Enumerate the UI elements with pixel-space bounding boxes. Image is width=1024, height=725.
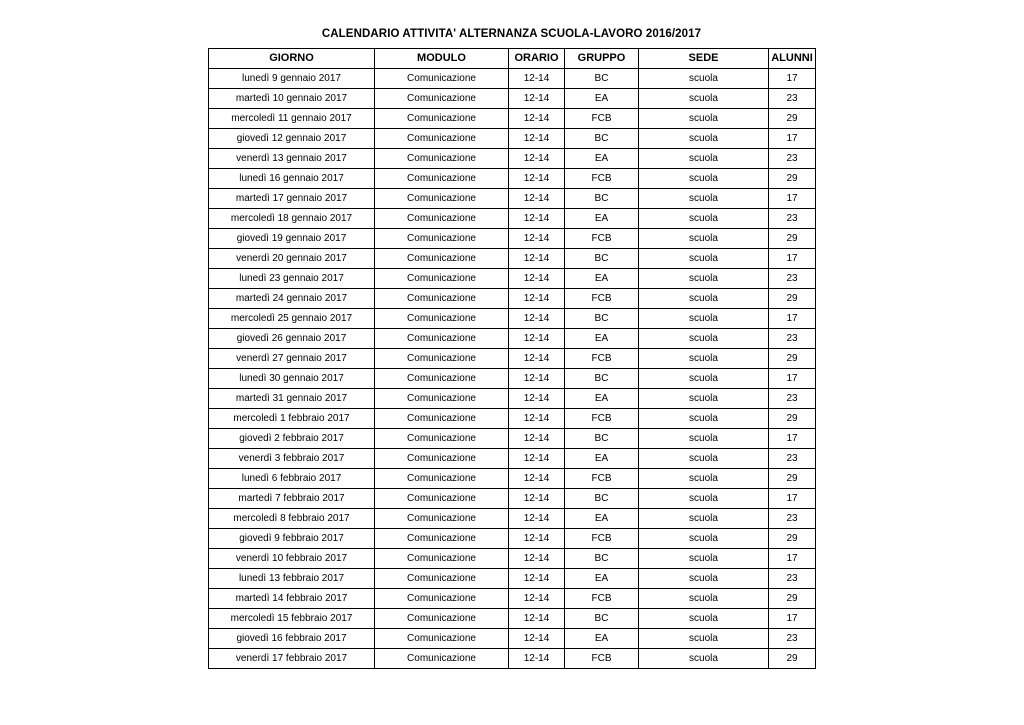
cell-sede: scuola — [639, 369, 769, 389]
cell-gruppo: FCB — [565, 589, 639, 609]
cell-alunni: 23 — [769, 269, 816, 289]
header-giorno: GIORNO — [209, 49, 375, 69]
cell-modulo: Comunicazione — [375, 649, 509, 669]
cell-orario: 12-14 — [509, 389, 565, 409]
table-row — [209, 289, 816, 309]
cell-gruppo: BC — [565, 249, 639, 269]
cell-giorno: mercoledì 15 febbraio 2017 — [209, 609, 375, 629]
table-header-row — [209, 49, 816, 69]
cell-orario: 12-14 — [509, 489, 565, 509]
cell-sede: scuola — [639, 129, 769, 149]
schedule-table — [208, 48, 816, 669]
cell-modulo: Comunicazione — [375, 169, 509, 189]
cell-alunni: 29 — [769, 109, 816, 129]
cell-giorno: giovedì 2 febbraio 2017 — [209, 429, 375, 449]
cell-alunni: 23 — [769, 569, 816, 589]
table-row — [209, 209, 816, 229]
cell-orario: 12-14 — [509, 289, 565, 309]
cell-modulo: Comunicazione — [375, 549, 509, 569]
cell-sede: scuola — [639, 569, 769, 589]
table-row — [209, 369, 816, 389]
table-row — [209, 329, 816, 349]
cell-modulo: Comunicazione — [375, 249, 509, 269]
cell-orario: 12-14 — [509, 149, 565, 169]
cell-orario: 12-14 — [509, 629, 565, 649]
cell-giorno: lunedì 16 gennaio 2017 — [209, 169, 375, 189]
cell-alunni: 23 — [769, 389, 816, 409]
cell-gruppo: BC — [565, 549, 639, 569]
cell-giorno: martedì 17 gennaio 2017 — [209, 189, 375, 209]
cell-sede: scuola — [639, 109, 769, 129]
table-row — [209, 389, 816, 409]
table-row — [209, 469, 816, 489]
cell-gruppo: BC — [565, 489, 639, 509]
cell-sede: scuola — [639, 189, 769, 209]
cell-sede: scuola — [639, 649, 769, 669]
cell-gruppo: FCB — [565, 229, 639, 249]
cell-giorno: venerdì 17 febbraio 2017 — [209, 649, 375, 669]
cell-sede: scuola — [639, 529, 769, 549]
cell-orario: 12-14 — [509, 169, 565, 189]
cell-modulo: Comunicazione — [375, 629, 509, 649]
cell-giorno: lunedì 6 febbraio 2017 — [209, 469, 375, 489]
cell-gruppo: EA — [565, 629, 639, 649]
cell-modulo: Comunicazione — [375, 69, 509, 89]
table-row — [209, 89, 816, 109]
cell-modulo: Comunicazione — [375, 329, 509, 349]
table-row — [209, 629, 816, 649]
cell-sede: scuola — [639, 229, 769, 249]
cell-orario: 12-14 — [509, 349, 565, 369]
cell-modulo: Comunicazione — [375, 429, 509, 449]
cell-orario: 12-14 — [509, 69, 565, 89]
table-row — [209, 169, 816, 189]
table-row — [209, 269, 816, 289]
cell-sede: scuola — [639, 169, 769, 189]
table-row — [209, 549, 816, 569]
cell-sede: scuola — [639, 349, 769, 369]
cell-alunni: 23 — [769, 329, 816, 349]
cell-giorno: lunedì 9 gennaio 2017 — [209, 69, 375, 89]
cell-sede: scuola — [639, 269, 769, 289]
cell-giorno: mercoledì 25 gennaio 2017 — [209, 309, 375, 329]
cell-alunni: 29 — [769, 349, 816, 369]
cell-gruppo: FCB — [565, 349, 639, 369]
cell-gruppo: FCB — [565, 169, 639, 189]
cell-modulo: Comunicazione — [375, 509, 509, 529]
cell-modulo: Comunicazione — [375, 609, 509, 629]
cell-alunni: 17 — [769, 609, 816, 629]
cell-gruppo: BC — [565, 129, 639, 149]
cell-alunni: 23 — [769, 209, 816, 229]
cell-sede: scuola — [639, 389, 769, 409]
table-row — [209, 569, 816, 589]
cell-giorno: martedì 14 febbraio 2017 — [209, 589, 375, 609]
cell-modulo: Comunicazione — [375, 349, 509, 369]
cell-gruppo: FCB — [565, 469, 639, 489]
cell-modulo: Comunicazione — [375, 389, 509, 409]
table-row — [209, 509, 816, 529]
cell-sede: scuola — [639, 289, 769, 309]
cell-gruppo: FCB — [565, 649, 639, 669]
cell-modulo: Comunicazione — [375, 89, 509, 109]
cell-orario: 12-14 — [509, 549, 565, 569]
table-row — [209, 409, 816, 429]
cell-orario: 12-14 — [509, 569, 565, 589]
cell-orario: 12-14 — [509, 649, 565, 669]
cell-alunni: 23 — [769, 89, 816, 109]
cell-giorno: giovedì 9 febbraio 2017 — [209, 529, 375, 549]
cell-giorno: venerdì 3 febbraio 2017 — [209, 449, 375, 469]
cell-alunni: 29 — [769, 409, 816, 429]
cell-alunni: 17 — [769, 249, 816, 269]
cell-alunni: 17 — [769, 189, 816, 209]
cell-sede: scuola — [639, 549, 769, 569]
header-alunni: ALUNNI — [769, 49, 816, 69]
cell-sede: scuola — [639, 629, 769, 649]
document-title: CALENDARIO ATTIVITA' ALTERNANZA SCUOLA-LAVORO 2016/2017 — [321, 28, 702, 40]
cell-orario: 12-14 — [509, 309, 565, 329]
cell-modulo: Comunicazione — [375, 229, 509, 249]
cell-giorno: martedì 31 gennaio 2017 — [209, 389, 375, 409]
cell-orario: 12-14 — [509, 129, 565, 149]
cell-orario: 12-14 — [509, 429, 565, 449]
cell-sede: scuola — [639, 489, 769, 509]
cell-gruppo: BC — [565, 429, 639, 449]
header-gruppo: GRUPPO — [565, 49, 639, 69]
cell-orario: 12-14 — [509, 209, 565, 229]
header-sede: SEDE — [639, 49, 769, 69]
cell-modulo: Comunicazione — [375, 409, 509, 429]
cell-sede: scuola — [639, 409, 769, 429]
cell-gruppo: BC — [565, 69, 639, 89]
cell-giorno: mercoledì 11 gennaio 2017 — [209, 109, 375, 129]
cell-modulo: Comunicazione — [375, 529, 509, 549]
cell-orario: 12-14 — [509, 409, 565, 429]
cell-alunni: 17 — [769, 369, 816, 389]
cell-gruppo: FCB — [565, 109, 639, 129]
header-modulo: MODULO — [375, 49, 509, 69]
cell-alunni: 29 — [769, 169, 816, 189]
table-row — [209, 529, 816, 549]
cell-giorno: giovedì 26 gennaio 2017 — [209, 329, 375, 349]
cell-alunni: 29 — [769, 229, 816, 249]
cell-orario: 12-14 — [509, 329, 565, 349]
cell-orario: 12-14 — [509, 109, 565, 129]
cell-gruppo: EA — [565, 209, 639, 229]
cell-giorno: martedì 7 febbraio 2017 — [209, 489, 375, 509]
cell-giorno: mercoledì 1 febbraio 2017 — [209, 409, 375, 429]
cell-giorno: martedì 24 gennaio 2017 — [209, 289, 375, 309]
cell-gruppo: BC — [565, 309, 639, 329]
cell-gruppo: EA — [565, 269, 639, 289]
cell-orario: 12-14 — [509, 269, 565, 289]
table-row — [209, 229, 816, 249]
cell-orario: 12-14 — [509, 89, 565, 109]
cell-gruppo: EA — [565, 329, 639, 349]
cell-giorno: venerdì 13 gennaio 2017 — [209, 149, 375, 169]
cell-alunni: 29 — [769, 529, 816, 549]
cell-sede: scuola — [639, 609, 769, 629]
table-row — [209, 349, 816, 369]
cell-modulo: Comunicazione — [375, 189, 509, 209]
cell-orario: 12-14 — [509, 229, 565, 249]
cell-alunni: 17 — [769, 129, 816, 149]
cell-gruppo: EA — [565, 569, 639, 589]
cell-sede: scuola — [639, 89, 769, 109]
cell-alunni: 29 — [769, 589, 816, 609]
table-row — [209, 69, 816, 89]
cell-modulo: Comunicazione — [375, 289, 509, 309]
cell-giorno: martedì 10 gennaio 2017 — [209, 89, 375, 109]
cell-sede: scuola — [639, 329, 769, 349]
cell-modulo: Comunicazione — [375, 109, 509, 129]
cell-gruppo: BC — [565, 189, 639, 209]
cell-gruppo: EA — [565, 389, 639, 409]
cell-gruppo: BC — [565, 369, 639, 389]
cell-alunni: 17 — [769, 309, 816, 329]
cell-sede: scuola — [639, 69, 769, 89]
cell-orario: 12-14 — [509, 449, 565, 469]
cell-alunni: 23 — [769, 149, 816, 169]
cell-modulo: Comunicazione — [375, 469, 509, 489]
table-row — [209, 449, 816, 469]
cell-modulo: Comunicazione — [375, 369, 509, 389]
cell-modulo: Comunicazione — [375, 269, 509, 289]
cell-modulo: Comunicazione — [375, 209, 509, 229]
cell-alunni: 23 — [769, 509, 816, 529]
cell-giorno: giovedì 19 gennaio 2017 — [209, 229, 375, 249]
cell-sede: scuola — [639, 429, 769, 449]
cell-alunni: 17 — [769, 549, 816, 569]
table-row — [209, 309, 816, 329]
cell-giorno: lunedì 13 febbraio 2017 — [209, 569, 375, 589]
table-body — [209, 69, 816, 669]
cell-modulo: Comunicazione — [375, 449, 509, 469]
cell-gruppo: FCB — [565, 289, 639, 309]
cell-gruppo: FCB — [565, 529, 639, 549]
cell-sede: scuola — [639, 449, 769, 469]
cell-orario: 12-14 — [509, 509, 565, 529]
cell-alunni: 23 — [769, 449, 816, 469]
cell-alunni: 17 — [769, 69, 816, 89]
cell-modulo: Comunicazione — [375, 309, 509, 329]
cell-orario: 12-14 — [509, 589, 565, 609]
cell-giorno: venerdì 20 gennaio 2017 — [209, 249, 375, 269]
header-orario: ORARIO — [509, 49, 565, 69]
table-row — [209, 129, 816, 149]
cell-orario: 12-14 — [509, 529, 565, 549]
cell-alunni: 17 — [769, 489, 816, 509]
cell-sede: scuola — [639, 149, 769, 169]
cell-orario: 12-14 — [509, 249, 565, 269]
cell-gruppo: EA — [565, 89, 639, 109]
cell-orario: 12-14 — [509, 609, 565, 629]
table-row — [209, 429, 816, 449]
cell-giorno: mercoledì 18 gennaio 2017 — [209, 209, 375, 229]
cell-alunni: 29 — [769, 289, 816, 309]
cell-giorno: lunedì 23 gennaio 2017 — [209, 269, 375, 289]
table-row — [209, 149, 816, 169]
cell-alunni: 29 — [769, 469, 816, 489]
cell-giorno: giovedì 12 gennaio 2017 — [209, 129, 375, 149]
cell-gruppo: BC — [565, 609, 639, 629]
table-row — [209, 489, 816, 509]
cell-giorno: giovedì 16 febbraio 2017 — [209, 629, 375, 649]
cell-gruppo: EA — [565, 509, 639, 529]
cell-giorno: venerdì 27 gennaio 2017 — [209, 349, 375, 369]
cell-giorno: mercoledì 8 febbraio 2017 — [209, 509, 375, 529]
cell-alunni: 23 — [769, 629, 816, 649]
cell-sede: scuola — [639, 589, 769, 609]
cell-giorno: lunedì 30 gennaio 2017 — [209, 369, 375, 389]
cell-modulo: Comunicazione — [375, 589, 509, 609]
cell-modulo: Comunicazione — [375, 489, 509, 509]
table-row — [209, 109, 816, 129]
cell-modulo: Comunicazione — [375, 129, 509, 149]
cell-modulo: Comunicazione — [375, 149, 509, 169]
cell-sede: scuola — [639, 249, 769, 269]
table-row — [209, 189, 816, 209]
cell-orario: 12-14 — [509, 369, 565, 389]
cell-orario: 12-14 — [509, 189, 565, 209]
cell-alunni: 17 — [769, 429, 816, 449]
cell-modulo: Comunicazione — [375, 569, 509, 589]
table-row — [209, 589, 816, 609]
cell-giorno: venerdì 10 febbraio 2017 — [209, 549, 375, 569]
table-row — [209, 609, 816, 629]
cell-sede: scuola — [639, 469, 769, 489]
cell-alunni: 29 — [769, 649, 816, 669]
cell-gruppo: FCB — [565, 409, 639, 429]
cell-orario: 12-14 — [509, 469, 565, 489]
cell-gruppo: EA — [565, 449, 639, 469]
cell-sede: scuola — [639, 509, 769, 529]
table-row — [209, 649, 816, 669]
table-row — [209, 249, 816, 269]
cell-sede: scuola — [639, 309, 769, 329]
cell-sede: scuola — [639, 209, 769, 229]
cell-gruppo: EA — [565, 149, 639, 169]
